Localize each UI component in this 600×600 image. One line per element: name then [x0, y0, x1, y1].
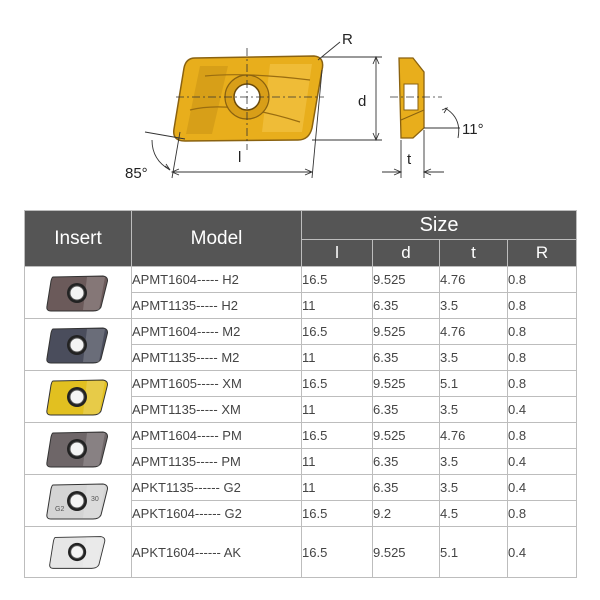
cell-l: 16.5 [302, 501, 373, 527]
insert-spec-table [24, 210, 577, 578]
cell-r: 0.8 [508, 293, 577, 319]
cell-l: 11 [302, 293, 373, 319]
grey-insert-h2-icon [43, 271, 113, 315]
silver-insert-ak-icon [43, 532, 113, 572]
cell-d: 6.35 [373, 345, 440, 371]
cell-d: 9.525 [373, 423, 440, 449]
cell-r: 0.8 [508, 501, 577, 527]
insert-dimension-diagram [0, 0, 600, 200]
cell-t: 4.76 [440, 267, 508, 293]
cell-t: 3.5 [440, 293, 508, 319]
header-r: R [508, 240, 577, 267]
header-model: Model [132, 211, 302, 267]
insert-image-cell [25, 371, 132, 423]
cell-d: 9.525 [373, 319, 440, 345]
insert-image-cell [25, 319, 132, 371]
gold-insert-xm-icon [43, 375, 113, 419]
cell-l: 11 [302, 397, 373, 423]
cell-d: 9.525 [373, 527, 440, 578]
table-row [25, 423, 577, 449]
model: APMT1135----- M2 [132, 345, 302, 371]
cell-l: 16.5 [302, 423, 373, 449]
cell-t: 3.5 [440, 345, 508, 371]
cell-r: 0.4 [508, 527, 577, 578]
cell-t: 4.5 [440, 501, 508, 527]
cell-d: 9.525 [373, 267, 440, 293]
model: APKT1604------ G2 [132, 501, 302, 527]
cell-t: 5.1 [440, 527, 508, 578]
cell-t: 4.76 [440, 319, 508, 345]
insert-top-view [174, 56, 323, 141]
radius-label: R [342, 31, 353, 48]
spec-table-body [25, 267, 577, 578]
model: APKT1135------ G2 [132, 475, 302, 501]
lead-angle-marker [145, 132, 185, 170]
cell-r: 0.8 [508, 371, 577, 397]
model: APMT1604----- M2 [132, 319, 302, 345]
cell-d: 9.2 [373, 501, 440, 527]
cell-d: 6.35 [373, 449, 440, 475]
model: APMT1605----- XM [132, 371, 302, 397]
insert-marking: 30 [91, 495, 99, 503]
cell-r: 0.4 [508, 475, 577, 501]
model: APMT1604----- H2 [132, 267, 302, 293]
cell-t: 5.1 [440, 371, 508, 397]
cell-l: 16.5 [302, 527, 373, 578]
cell-l: 16.5 [302, 319, 373, 345]
silver-insert-g2-icon [43, 479, 113, 523]
insert-image-cell [25, 423, 132, 475]
cell-t: 3.5 [440, 397, 508, 423]
cell-r: 0.8 [508, 423, 577, 449]
cell-r: 0.4 [508, 449, 577, 475]
table-row [25, 319, 577, 345]
cell-r: 0.8 [508, 267, 577, 293]
cell-d: 9.525 [373, 371, 440, 397]
cell-t: 4.76 [440, 423, 508, 449]
header-insert: Insert [25, 211, 132, 267]
model: APMT1135----- PM [132, 449, 302, 475]
relief-angle-marker [424, 108, 460, 138]
length-label: l [238, 149, 242, 166]
depth-label: d [358, 93, 367, 110]
insert-image-cell [25, 475, 132, 527]
table-row [25, 267, 577, 293]
cell-r: 0.4 [508, 397, 577, 423]
header-t: t [440, 240, 508, 267]
lead-angle-label: 85° [125, 165, 148, 182]
model: APMT1135----- H2 [132, 293, 302, 319]
cell-l: 11 [302, 345, 373, 371]
cell-l: 11 [302, 449, 373, 475]
cell-l: 11 [302, 475, 373, 501]
model: APKT1604------ AK [132, 527, 302, 578]
header-l: l [302, 240, 373, 267]
insert-image-cell [25, 527, 132, 578]
cell-r: 0.8 [508, 319, 577, 345]
table-row [25, 371, 577, 397]
insert-side-view [399, 58, 424, 138]
cell-l: 16.5 [302, 267, 373, 293]
cell-r: 0.8 [508, 345, 577, 371]
grey-insert-pm-icon [43, 427, 113, 471]
relief-angle-label: 11° [462, 121, 484, 138]
cell-l: 16.5 [302, 371, 373, 397]
cell-d: 6.35 [373, 397, 440, 423]
insert-marking: G2 [55, 505, 65, 513]
header-d: d [373, 240, 440, 267]
cell-t: 3.5 [440, 449, 508, 475]
cell-t: 3.5 [440, 475, 508, 501]
cell-d: 6.35 [373, 293, 440, 319]
insert-image-cell [25, 267, 132, 319]
cell-d: 6.35 [373, 475, 440, 501]
table-row [25, 527, 577, 578]
model: APMT1604----- PM [132, 423, 302, 449]
model: APMT1135----- XM [132, 397, 302, 423]
header-size: Size [302, 211, 577, 240]
table-row [25, 475, 577, 501]
dark-insert-m2-icon [43, 323, 113, 367]
thickness-label: t [407, 151, 412, 168]
